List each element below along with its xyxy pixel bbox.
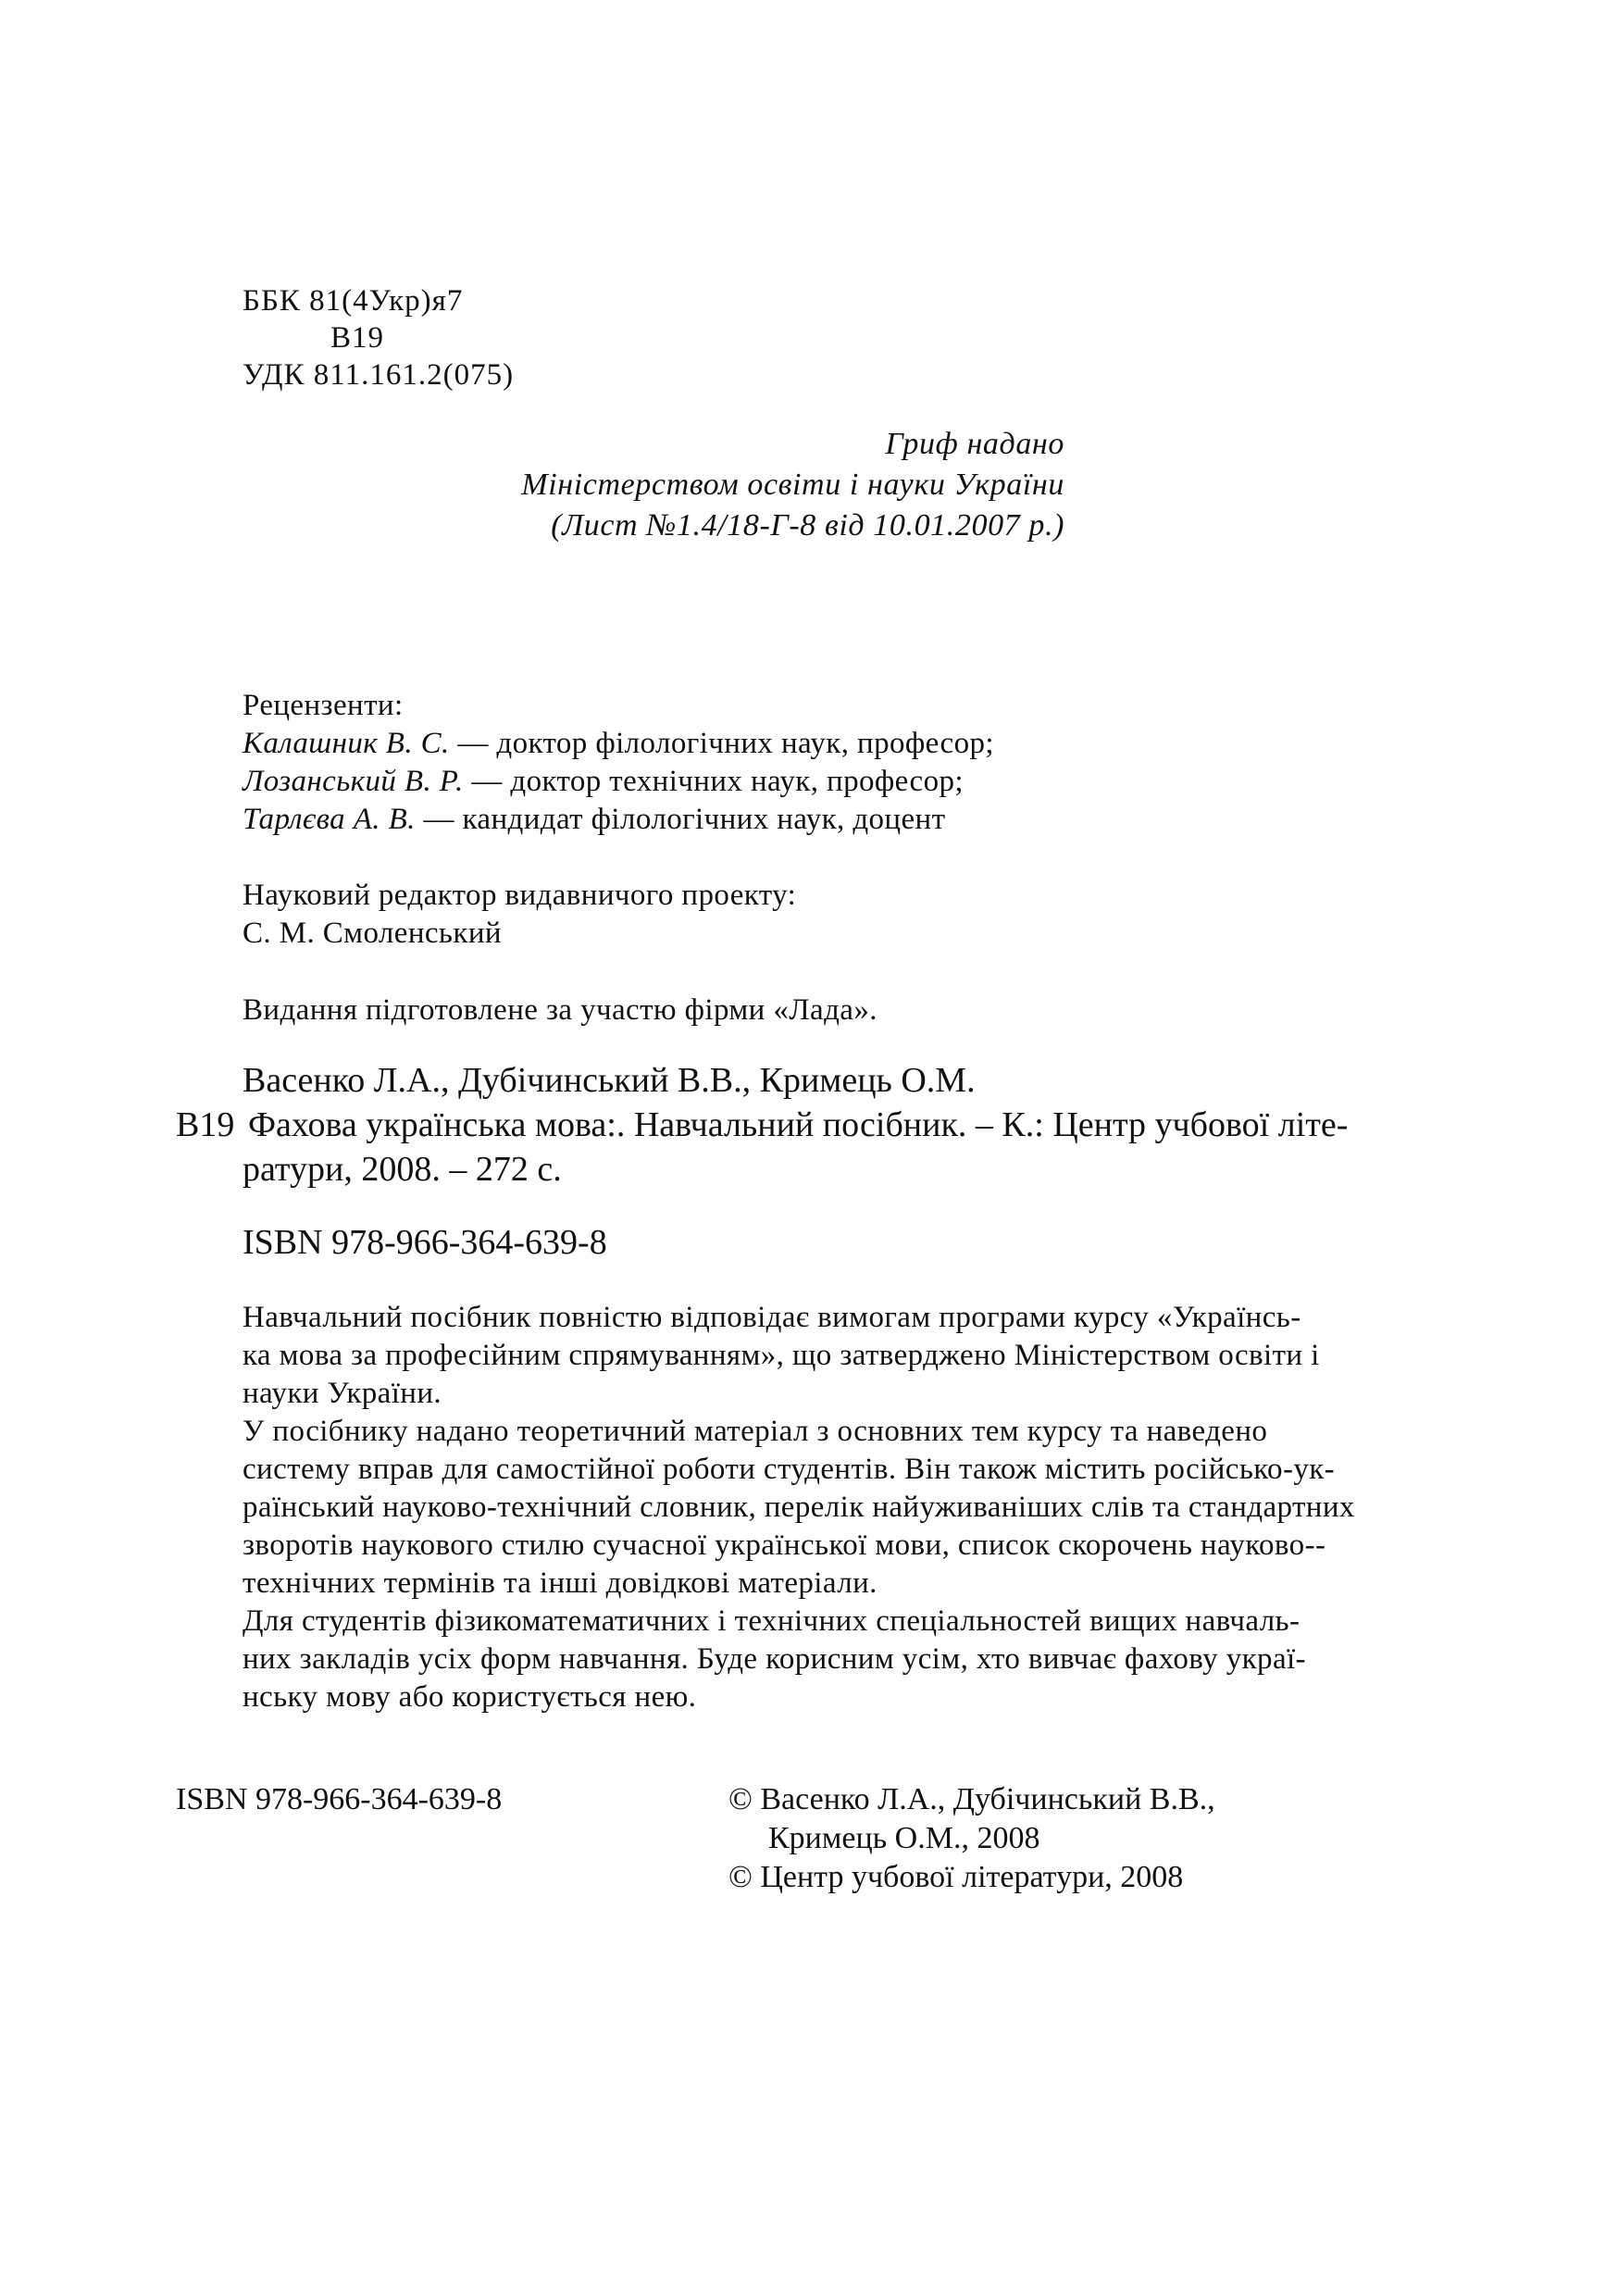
annotation-line: раїнський науково-технічний словник, перелік найуживаніших слів та стандартних	[243, 1491, 1355, 1524]
reviewers-heading: Рецензенти:	[243, 689, 404, 722]
reviewer-name: Тарлєва А. В.	[243, 803, 416, 836]
bib-isbn: ISBN 978-966-364-639-8	[243, 1223, 607, 1262]
annotation-line: систему вправ для самостійної роботи студентів. Він також містить російсько-ук-	[243, 1453, 1336, 1486]
annotation-line: них закладів усіх форм навчання. Буде корисним усім, хто вивчає фахову украї-	[243, 1642, 1306, 1676]
editor-name: С. М. Смоленський	[243, 917, 502, 950]
grif-line-1: Гриф надано	[885, 427, 1064, 461]
copyright-authors-line-1: © Васенко Л.А., Дубічинський В.В.,	[728, 1782, 1215, 1816]
bib-authors: Васенко Л.А., Дубічинський В.В., Кримець О.М.	[243, 1061, 976, 1100]
bib-title-line-2: ратури, 2008. – 272 с.	[243, 1150, 562, 1189]
annotation-line: зворотів наукового стилю сучасної української мови, список скорочень науково--	[243, 1529, 1326, 1562]
reviewer-role: — доктор технічних наук, професор;	[463, 765, 964, 798]
annotation-line: нську мову або користується нею.	[243, 1680, 697, 1714]
reviewer-name: Лозанський В. Р.	[243, 765, 464, 798]
reviewer-role: — кандидат філологічних наук, доцент	[415, 803, 946, 836]
reviewer-item	[243, 763, 964, 801]
annotation-line: технічних термінів та інші довідкові матеріали.	[243, 1566, 877, 1600]
editor-heading: Науковий редактор видавничого проекту:	[243, 879, 797, 912]
reviewer-name: Калашник В. С.	[243, 727, 450, 760]
bib-title-line-1: Фахова українська мова:. Навчальний посібник. – К.: Центр учбової літе-	[248, 1105, 1349, 1144]
reviewer-item	[243, 725, 994, 763]
footer-isbn: ISBN 978-966-364-639-8	[176, 1782, 503, 1816]
bbk-code: ББК 81(4Укр)я7	[243, 284, 464, 318]
copyright-authors-line-2: Кримець О.М., 2008	[768, 1821, 1040, 1855]
reviewer-role: — доктор філологічних наук, професор;	[449, 727, 994, 760]
annotation-line: ка мова за професійним спрямуванням», що затверджено Міністерством освіти і	[243, 1339, 1320, 1372]
bib-mark: В19	[176, 1105, 235, 1144]
reviewer-item	[243, 801, 945, 839]
annotation-line: Для студентів фізикоматематичних і технічних спеціальностей вищих навчаль-	[243, 1604, 1301, 1638]
copyright-publisher: © Центр учбової літератури, 2008	[728, 1860, 1184, 1894]
author-mark: В19	[330, 321, 385, 355]
annotation-line: Навчальний посібник повністю відповідає вимогам програми курсу «Українсь-	[243, 1301, 1301, 1334]
annotation-line: У посібнику надано теоретичний матеріал з основних тем курсу та наведено	[243, 1415, 1268, 1448]
grif-line-3: (Лист №1.4/18-Г-8 від 10.01.2007 р.)	[551, 508, 1064, 543]
grif-line-2: Міністерством освіти і науки України	[521, 468, 1064, 502]
annotation-line: науки України.	[243, 1377, 442, 1410]
partner-note: Видання підготовлене за участю фірми «Лада».	[243, 993, 877, 1027]
approval-grif	[521, 424, 1064, 546]
udk-code: УДК 811.161.2(075)	[243, 358, 515, 392]
